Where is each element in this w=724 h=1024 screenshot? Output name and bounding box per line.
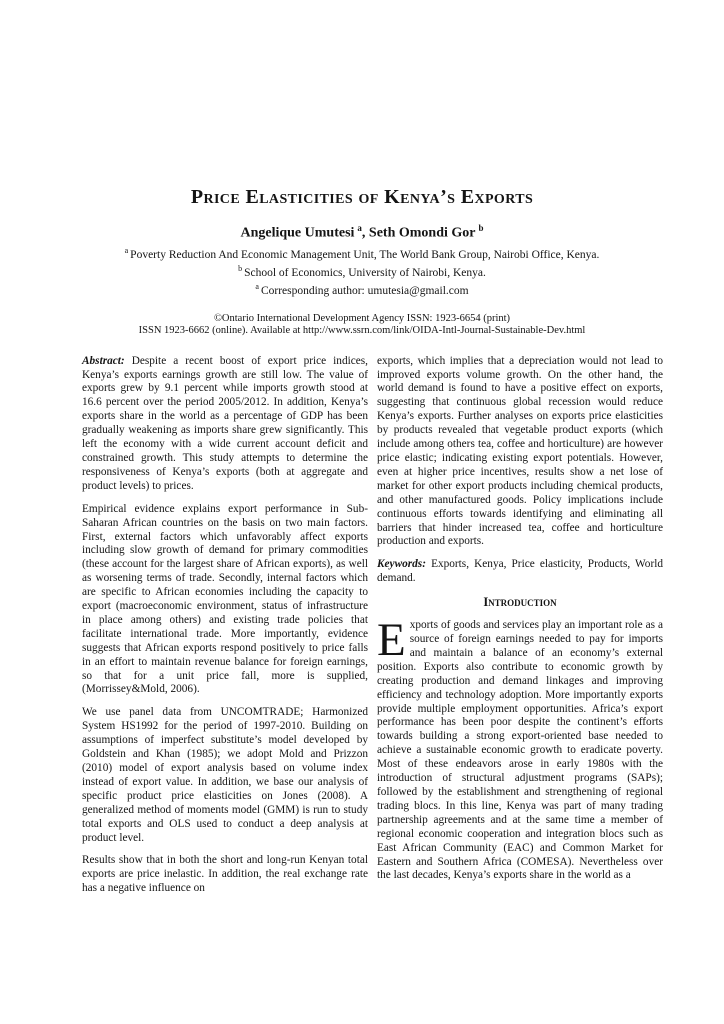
affiliation-text: Poverty Reduction And Economic Management Unit, The World Bank Group, Nairobi Office, Kenya. [130, 248, 600, 261]
author-affiliation-mark: a [357, 223, 362, 233]
imprint-line-print-issn: ©Ontario International Development Agency ISSN: 1923-6654 (print) [213, 312, 511, 324]
body-paragraph: exports, which implies that a depreciation would not lead to improved exports volume growth. On the other hand, the world demand is found to have a positive effect on exports, suggesting that continuous global recession would reduce Kenya’s exports. Further analyses on exports price elasticities by products revealed that vegetable product exports (which include among others tea, coffee and horticulture) are however price elastic; indicating existing export potentials. However, even at higher price incentives, results show a net lose of market for other export products including chemical products, and other manufactured goods. Policy implications include continuous efforts towards identifying and eliminating all barriers that hinder increased tea, coffee and horticulture production and exports. [377, 354, 663, 548]
introduction-text: xports of goods and services play an important role as a source of foreign earnings needed to pay for imports and maintain a balance of an economy’s external position. Exports also contribute to economic growth by creating production and demand linkages and improving efficiency and technology adoption. More importantly exports provide multiple employment opportunities. Africa’s export performance has been poor despite the continent’s efforts towards building a strong export-oriented base needed to achieve a sustainable economic growth to eradicate poverty. Most of these endeavors arose in early 1980s with the introduction of structural adjustment programs (SAPs); followed by the establishment and strengthening of regional trading blocs. In this line, Kenya was part of many trading partnership agreements and at the same time a member of regional economic cooperation and integration blocs such as East African Community (EAC) and Common Market for Eastern and Southern Africa (COMESA). Nevertheless over the last decades, Kenya’s exports share in the world as a [377, 619, 663, 882]
two-column-body [82, 355, 669, 906]
keywords-text: Exports, Kenya, Price elasticity, Products, World demand. [377, 558, 664, 585]
affiliations-block [0, 244, 724, 299]
right-column [377, 355, 663, 906]
drop-cap: E [377, 614, 406, 667]
abstract-text: Despite a recent boost of export price indices, Kenya’s exports earnings growth are still low. The value of exports grew by 9.1 percent while imports growth stood at 16.6 percent over the period 2005/2012. In addition, Kenya’s exports share in the world as a percentage of GDP has been gradually weakening as imports share grew significantly. This left the economy with a wide current account deficit and constrained growth. This study attempts to determine the responsiveness of Kenya’s exports (both at aggregate and product levels) to prices. [82, 354, 368, 492]
affiliation-line [0, 262, 724, 280]
abstract-paragraph [82, 355, 368, 494]
corresponding-author-text: Corresponding author: umutesia@gmail.com [260, 285, 469, 298]
body-paragraph: Results show that in both the short and long-run Kenyan total exports are price inelastic. In addition, the real exchange rate has a negative influence on [82, 854, 368, 895]
author-affiliation-mark: b [478, 223, 484, 233]
affiliation-line [0, 244, 724, 262]
left-column [82, 355, 368, 906]
introduction-heading: Introduction [483, 595, 557, 610]
journal-imprint [0, 313, 724, 338]
keywords-label: Keywords: [377, 558, 426, 571]
introduction-paragraph [377, 614, 663, 883]
paper-header [0, 186, 724, 338]
imprint-line-online-issn: ISSN 1923-6662 (online). Available at http://www.ssrn.com/link/OIDA-Intl-Journal-Sustainable-Dev.html [138, 325, 586, 337]
corresponding-author-line [0, 280, 724, 298]
affiliation-mark: a [124, 245, 129, 255]
affiliation-mark: b [238, 263, 243, 273]
affiliation-text: School of Economics, University of Nairobi, Kenya. [244, 266, 486, 279]
body-paragraph: Empirical evidence explains export performance in Sub-Saharan African countries on the basis on two main factors. First, external factors which unfavorably affect exports including slow growth of demand for primary commodities (these account for the largest share of African exports), as well as worsening terms of trade. Secondly, internal factors which are specific to African economies including the capacity to export (macroeconomic environment, status of infrastructure in place among others) and existing trade policies that facilitate international trade. More importantly, evidence suggests that African exports respond positively to price falls in an effort to maintain revenue balance for foreign earnings, so that for a unit price fall, more is supplied, (Morrissey&Mold, 2006). [82, 502, 368, 696]
keywords-paragraph [377, 558, 663, 586]
page-title: Price Elasticities of Kenya’s Exports [190, 186, 534, 208]
author-name: Angelique Umutesi [240, 225, 355, 241]
affiliation-mark: a [255, 282, 259, 292]
authors-separator: , [361, 225, 369, 241]
author-name: Seth Omondi Gor [368, 225, 476, 241]
body-paragraph: We use panel data from UNCOMTRADE; Harmonized System HS1992 for the period of 1997-2010. Building on assumptions of imperfect substitute’s model developed by Goldstein and Khan (1985); we adopt Mold and Prizzon (2010) model of export analysis based on volume index instead of export value. In addition, we base our analysis of specific product price elasticities on Jones (2008). A generalized method of moments model (GMM) is run to study total exports and OLS used to conduct a deep analysis at product level. [82, 706, 368, 844]
abstract-label: Abstract: [82, 354, 125, 367]
authors-line [0, 220, 724, 242]
